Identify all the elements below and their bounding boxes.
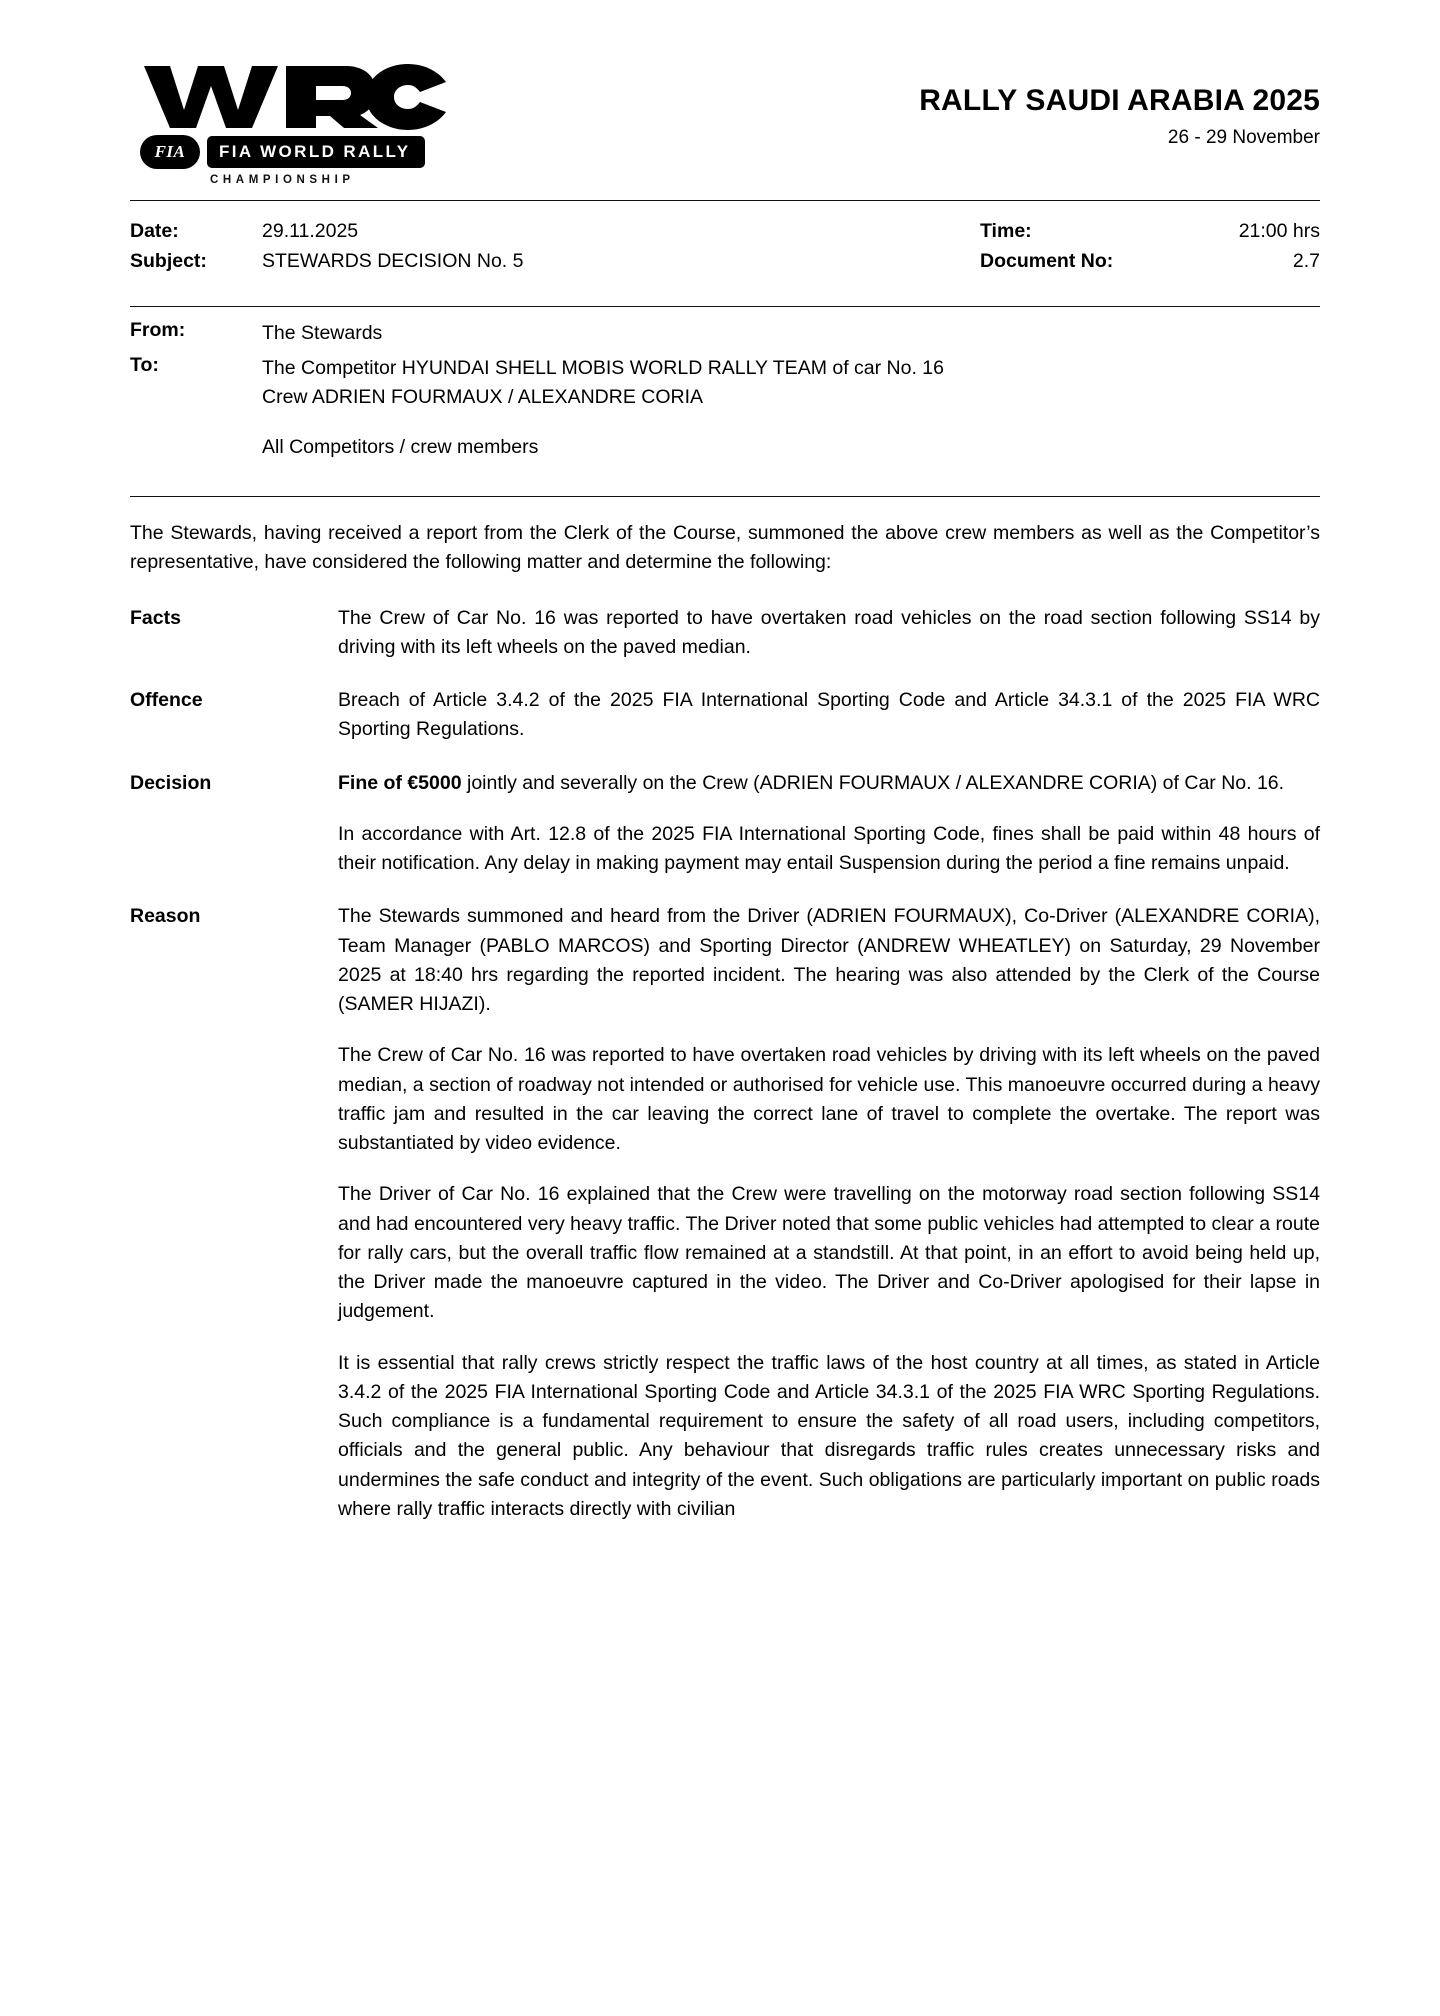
decision-body (338, 769, 1320, 879)
to-value-line2: Crew ADRIEN FOURMAUX / ALEXANDRE CORIA (262, 385, 703, 408)
decision-text-after-fine: jointly and severally on the Crew (ADRIEN FOURMAUX / ALEXANDRE CORIA) of Car No. 16. (461, 771, 1285, 794)
reason-label: Reason (130, 905, 201, 928)
section-facts (130, 604, 1320, 663)
time-label: Time: (980, 220, 1032, 242)
date-value: 29.11.2025 (262, 220, 359, 242)
reason-paragraph-1: The Stewards summoned and heard from the Driver (ADRIEN FOURMAUX), Co-Driver (ALEXANDRE CORIA), Team Manager (PABLO MARCOS) and Sporting Director (ANDREW WHEATLEY) on Saturday, 29 November 2025 at 18:40 hrs regarding the reported incident. The hearing was also attended by the Clerk of the Course (SAMER HIJAZI). (338, 905, 1320, 1016)
decision-label: Decision (130, 771, 212, 794)
reason-paragraph-2: The Crew of Car No. 16 was reported to have overtaken road vehicles by driving with its left wheels on the paved median, a section of roadway not intended or authorised for vehicle use. This manoeuvre occurred during a heavy traffic jam and resulted in the car leaving the correct lane of travel to complete the overtake. The report was substantiated by video evidence. (338, 1044, 1320, 1155)
fia-world-rally-strip: FIA WORLD RALLY (207, 136, 425, 168)
fia-logo-row (140, 135, 470, 169)
to-row (130, 354, 1320, 461)
reason-body (338, 902, 1320, 1524)
wrc-wordmark-icon (140, 58, 450, 133)
event-title: RALLY SAUDI ARABIA 2025 (919, 84, 1320, 117)
reason-paragraph-4: It is essential that rally crews strictly respect the traffic laws of the host country at all times, as stated in Article 3.4.2 of the 2025 FIA International Sporting Code and Article 34.3.1 of the 2025 FIA WRC Sporting Regulations. Such compliance is a fundamental requirement to ensure the safety of all road users, including competitors, officials and the general public. Any behaviour that disregards traffic rules creates unnecessary risks and undermines the safe conduct and integrity of the event. Such obligations are particularly important on public roads where rally traffic interacts directly with civilian (338, 1351, 1320, 1520)
section-decision (130, 769, 1320, 879)
section-reason (130, 902, 1320, 1524)
section-offence (130, 686, 1320, 745)
date-label: Date: (130, 220, 179, 242)
intro-paragraph: The Stewards, having received a report from the Clerk of the Course, summoned the above crew members as well as the Competitor’s representative, have considered the following matter and determine the following: (130, 522, 1320, 574)
to-value-line3: All Competitors / crew members (262, 435, 539, 458)
addressing-block (130, 307, 1320, 482)
to-value-line1: The Competitor HYUNDAI SHELL MOBIS WORLD RALLY TEAM of car No. 16 (262, 357, 944, 380)
from-value: The Stewards (262, 322, 383, 344)
offence-text: Breach of Article 3.4.2 of the 2025 FIA International Sporting Code and Article 34.3.1 of the 2025 FIA WRC Sporting Regulations. (338, 689, 1320, 741)
offence-body (338, 686, 1320, 745)
fia-badge-icon: FIA (140, 135, 200, 169)
to-value (262, 354, 1320, 461)
offence-label: Offence (130, 689, 203, 712)
subject-value: STEWARDS DECISION No. 5 (262, 250, 524, 272)
document-header (130, 40, 1320, 186)
reason-paragraph-3: The Driver of Car No. 16 explained that the Crew were travelling on the motorway road section following SS14 and had encountered very heavy traffic. The Driver noted that some public vehicles had attempted to clear a route for rally cars, but the overall traffic flow remained at a standstill. At that point, in an effort to avoid being held up, the Driver made the manoeuvre captured in the video. The Driver and Co-Driver apologised for their lapse in judgement. (338, 1183, 1320, 1323)
meta-row-date-time (130, 220, 1320, 243)
from-label: From: (130, 319, 186, 341)
decision-paragraph-2: In accordance with Art. 12.8 of the 2025 FIA International Sporting Code, fines shall be paid within 48 hours of their notification. Any delay in making payment may entail Suspension during the period a fine remains unpaid. (338, 822, 1320, 875)
to-label: To: (130, 354, 159, 377)
from-row (130, 319, 1320, 347)
event-title-block (919, 58, 1320, 149)
facts-label: Facts (130, 606, 181, 629)
addressing-divider (130, 496, 1320, 497)
time-value: 21:00 hrs (1238, 220, 1320, 242)
facts-body (338, 604, 1320, 663)
document-meta (130, 201, 1320, 292)
championship-line: CHAMPIONSHIP (210, 174, 355, 186)
wrc-logo (130, 58, 470, 186)
to-value-spacer (262, 411, 1320, 433)
document-no-value: 2.7 (1292, 250, 1320, 272)
subject-label: Subject: (130, 250, 207, 272)
meta-row-subject-document (130, 250, 1320, 273)
decision-text (338, 769, 1320, 798)
facts-text: The Crew of Car No. 16 was reported to have overtaken road vehicles on the road section following SS14 by driving with its left wheels on the paved median. (338, 606, 1320, 658)
decision-fine-amount: Fine of €5000 (338, 771, 462, 794)
event-dates: 26 - 29 November (1167, 127, 1320, 148)
document-no-label: Document No: (980, 250, 1114, 272)
